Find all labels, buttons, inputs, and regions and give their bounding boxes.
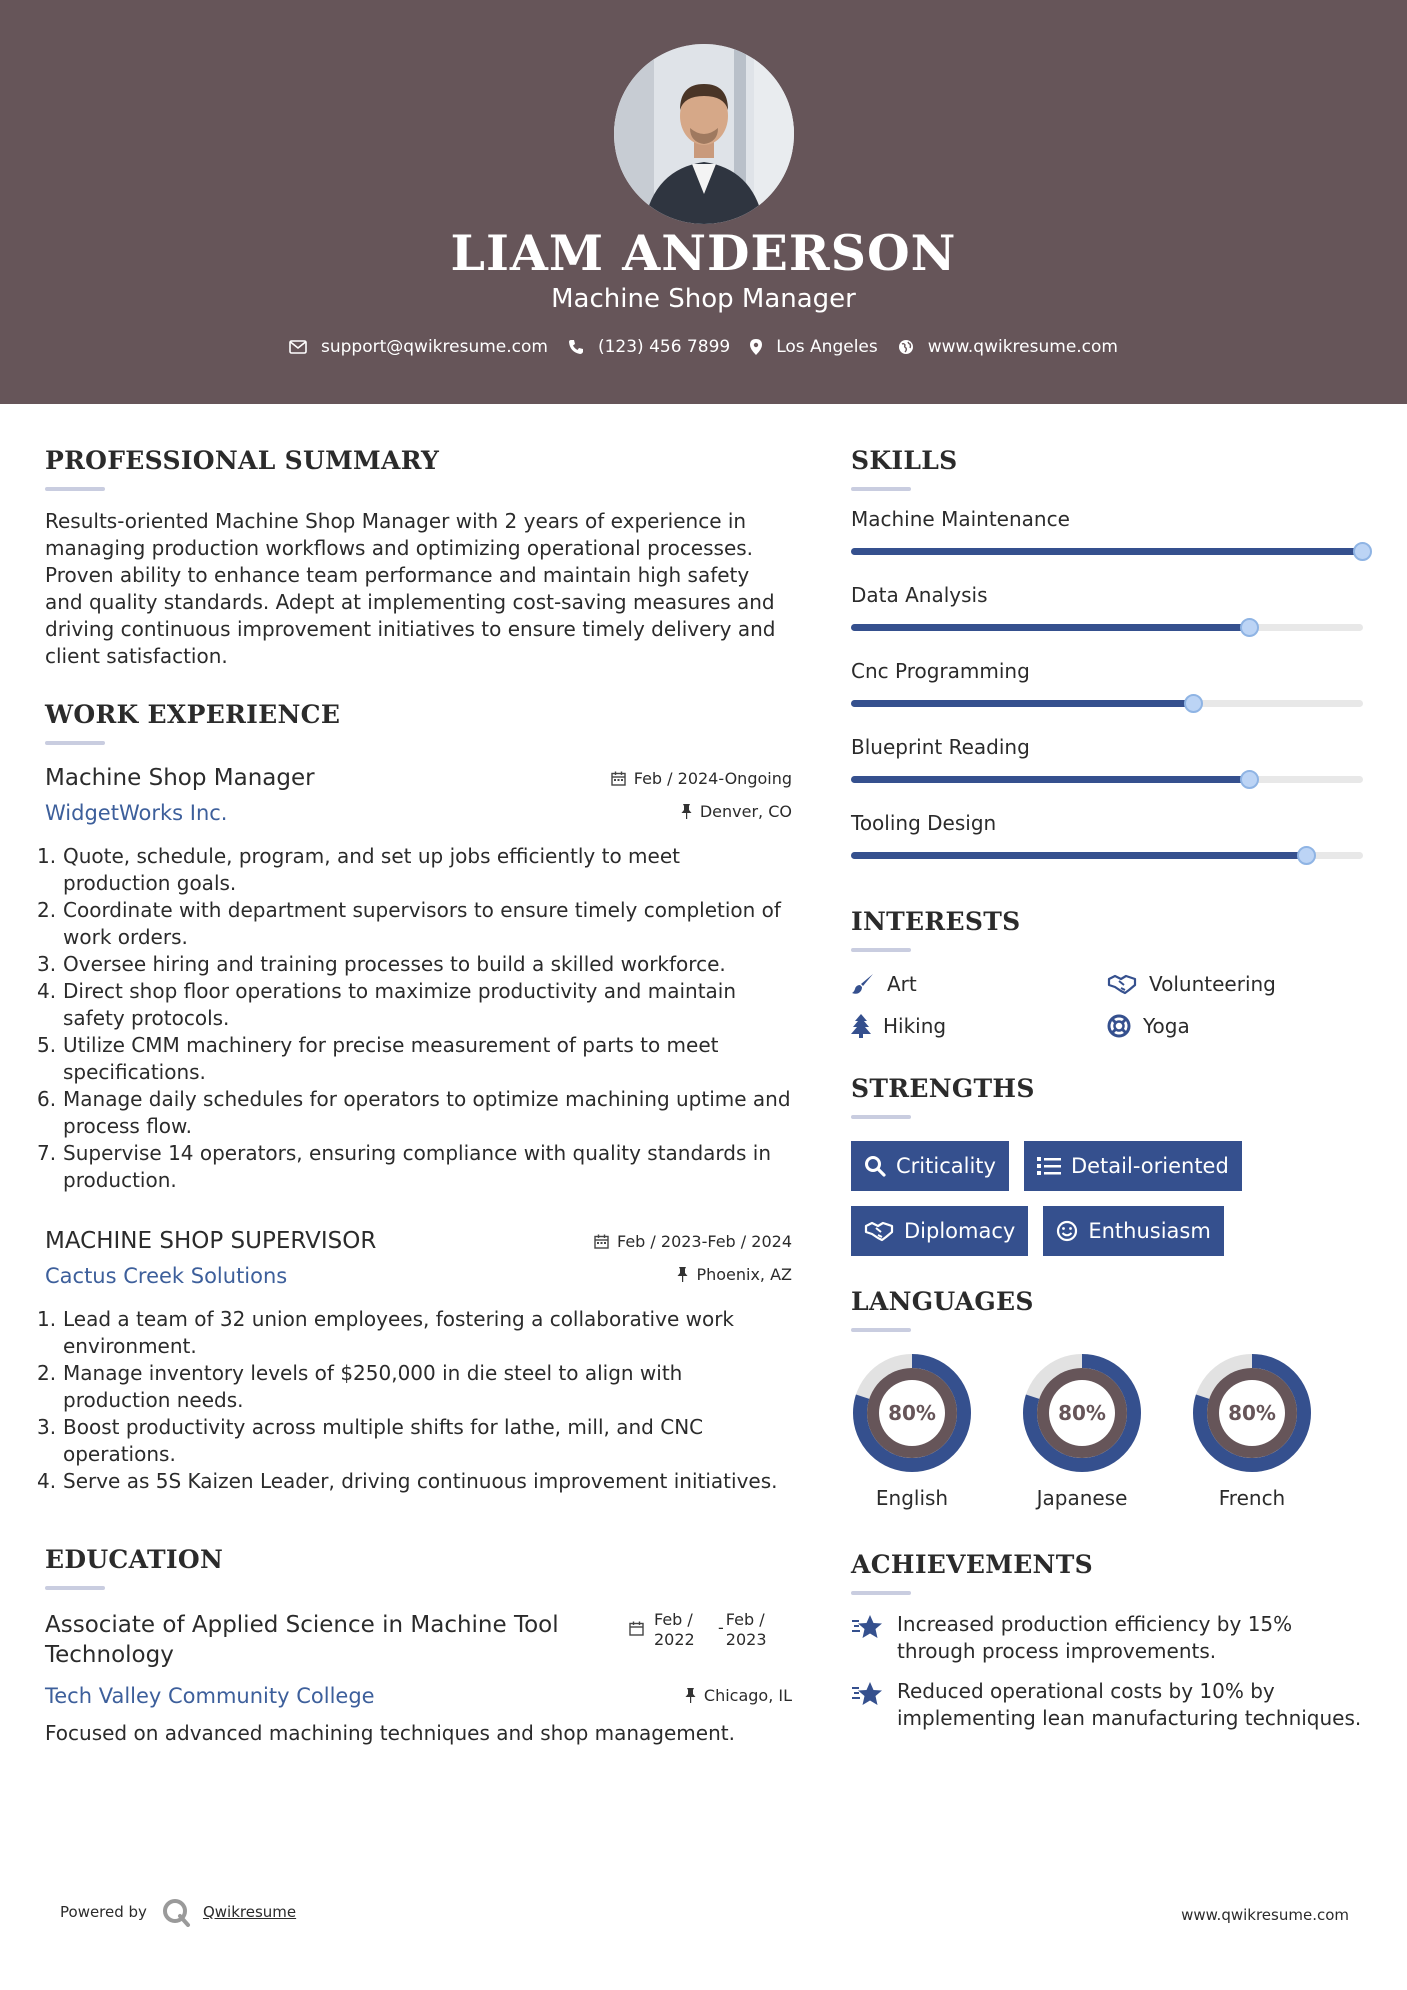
- contact-website-text: www.qwikresume.com: [927, 337, 1118, 357]
- job-company[interactable]: Cactus Creek Solutions: [45, 1264, 288, 1288]
- languages-heading: LANGUAGES: [851, 1287, 1034, 1316]
- summary-section: [45, 446, 792, 670]
- languages-list: [851, 1352, 1363, 1510]
- skill-item: [851, 725, 1363, 801]
- contact-phone-text: (123) 456 7899: [597, 337, 731, 357]
- section-divider: [851, 487, 911, 491]
- skill-name: Cnc Programming: [851, 659, 1030, 683]
- skill-bar-fill: [851, 548, 1363, 555]
- contact-website[interactable]: [898, 337, 1118, 357]
- skill-item: [851, 573, 1363, 649]
- skill-bar-fill: [851, 624, 1250, 631]
- language-ring: [1021, 1352, 1143, 1474]
- lifering-icon: [1107, 1014, 1131, 1038]
- job-header: [45, 765, 792, 843]
- education-entry: [45, 1604, 792, 1726]
- calendar-icon: [611, 771, 626, 786]
- list-item: Supervise 14 operators, ensuring compliance with quality standards in production.: [63, 1141, 772, 1192]
- footer-website[interactable]: www.qwikresume.com: [1181, 1906, 1349, 1924]
- paintbrush-icon: [851, 972, 875, 996]
- skill-bar: [851, 624, 1363, 631]
- pushpin-icon: [677, 1267, 688, 1282]
- education-section: [45, 1545, 792, 1747]
- skill-name: Data Analysis: [851, 583, 988, 607]
- job-duties-list: [45, 843, 792, 1194]
- education-description: Focused on advanced machining techniques and shop management.: [45, 1721, 735, 1745]
- job-location: [681, 802, 792, 821]
- map-pin-icon: [750, 339, 762, 355]
- section-divider: [45, 487, 105, 491]
- list-icon: [1037, 1156, 1061, 1176]
- skills-list: [851, 497, 1363, 877]
- strengths-list: [851, 1141, 1363, 1271]
- strength-label: Enthusiasm: [1088, 1219, 1211, 1243]
- language-ring: [1191, 1352, 1313, 1474]
- strengths-heading: STRENGTHS: [851, 1074, 1035, 1103]
- strength-chip: [1024, 1141, 1242, 1191]
- skill-bar-fill: [851, 776, 1250, 783]
- education-heading: EDUCATION: [45, 1545, 224, 1574]
- achievement-item: [851, 1611, 1363, 1665]
- language-name: Japanese: [1036, 1486, 1128, 1510]
- language-name: French: [1218, 1486, 1286, 1510]
- job-location-text: Phoenix, AZ: [696, 1265, 792, 1284]
- list-item: Oversee hiring and training processes to build a skilled workforce.: [63, 952, 726, 976]
- job-date: [611, 769, 792, 788]
- envelope-icon: [289, 340, 307, 354]
- strength-chip: [851, 1206, 1028, 1256]
- list-item: Direct shop floor operations to maximize productivity and maintain safety protocols.: [63, 979, 737, 1030]
- language-percent: 80%: [888, 1401, 936, 1425]
- handshake-icon: [1107, 973, 1137, 995]
- candidate-name: LIAM ANDERSON: [450, 224, 957, 282]
- contact-phone[interactable]: [568, 337, 730, 357]
- skill-name: Machine Maintenance: [851, 507, 1070, 531]
- section-divider: [851, 1115, 911, 1119]
- skill-item: [851, 801, 1363, 877]
- resume-header: [0, 0, 1407, 404]
- skill-bar: [851, 548, 1363, 555]
- achievement-item: [851, 1678, 1363, 1732]
- interests-heading: INTERESTS: [851, 907, 1021, 936]
- strength-chip: [851, 1141, 1009, 1191]
- achievements-section: [851, 1550, 1363, 1732]
- interest-item: [851, 972, 1107, 996]
- skill-bar-knob: [1297, 846, 1316, 865]
- calendar-icon: [629, 1621, 644, 1636]
- strength-label: Detail-oriented: [1070, 1154, 1229, 1178]
- list-item: Lead a team of 32 union employees, fostering a collaborative work environment.: [63, 1307, 735, 1358]
- powered-by-text: Powered by: [60, 1903, 147, 1921]
- skill-name: Tooling Design: [851, 811, 997, 835]
- job-date: [594, 1232, 792, 1251]
- globe-icon: [898, 339, 914, 355]
- skill-bar-knob: [1240, 770, 1259, 789]
- profile-photo-illustration: [614, 44, 794, 224]
- strength-label: Diplomacy: [904, 1219, 1016, 1243]
- job-duties-list: [45, 1306, 792, 1495]
- education-date-separator: -: [718, 1618, 724, 1637]
- skill-bar: [851, 700, 1363, 707]
- language-ring: [851, 1352, 973, 1474]
- strengths-section: [851, 1074, 1363, 1271]
- education-location: [685, 1686, 792, 1705]
- handshake-icon: [864, 1220, 894, 1242]
- language-percent: 80%: [1058, 1401, 1106, 1425]
- skill-item: [851, 497, 1363, 573]
- list-item: Manage daily schedules for operators to optimize machining uptime and process flow.: [63, 1087, 791, 1138]
- achievements-heading: ACHIEVEMENTS: [851, 1550, 1093, 1579]
- job-company[interactable]: WidgetWorks Inc.: [45, 801, 228, 825]
- interest-label: Volunteering: [1149, 972, 1276, 996]
- job-entry: [45, 1228, 792, 1495]
- job-date-text: Feb / 2024-Ongoing: [633, 769, 792, 788]
- pushpin-icon: [685, 1688, 696, 1703]
- skill-bar-knob: [1184, 694, 1203, 713]
- left-column: [45, 404, 792, 1747]
- contact-email[interactable]: [289, 337, 548, 357]
- skill-bar: [851, 852, 1363, 859]
- section-divider: [851, 1328, 911, 1332]
- interest-item: [1107, 972, 1363, 996]
- experience-heading: WORK EXPERIENCE: [45, 700, 341, 729]
- section-divider: [851, 948, 911, 952]
- smile-icon: [1056, 1220, 1078, 1242]
- summary-heading: PROFESSIONAL SUMMARY: [45, 446, 440, 475]
- education-degree: Associate of Applied Science in Machine Tool Technology: [45, 1612, 559, 1668]
- interest-item: [851, 1014, 1107, 1038]
- right-column: [851, 404, 1363, 1732]
- search-icon: [864, 1155, 886, 1177]
- contact-row: [0, 337, 1407, 357]
- skill-bar-knob: [1240, 618, 1259, 637]
- interest-label: Art: [887, 972, 917, 996]
- calendar-icon: [594, 1234, 609, 1249]
- achievement-text: Increased production efficiency by 15% through process improvements.: [897, 1612, 1293, 1663]
- summary-text: Results-oriented Machine Shop Manager with 2 years of experience in managing production workflows and optimizing operational processes. Proven ability to enhance team performance and maintain high safety and quality standards. Adept at implementing cost-saving measures and driving continuous improvement initiatives to ensure timely delivery and client satisfaction.: [45, 509, 776, 668]
- footer-branding: [60, 1897, 296, 1927]
- strength-chip: [1043, 1206, 1223, 1256]
- job-role: Machine Shop Manager: [45, 765, 315, 791]
- language-item: [1021, 1352, 1143, 1510]
- job-header: [45, 1228, 792, 1306]
- profile-photo: [614, 44, 794, 224]
- skills-heading: SKILLS: [851, 446, 958, 475]
- skill-bar-knob: [1353, 542, 1372, 561]
- brand-link[interactable]: Qwikresume: [202, 1903, 297, 1921]
- interest-label: Yoga: [1143, 1014, 1190, 1038]
- experience-section: [45, 700, 792, 1495]
- language-item: [851, 1352, 973, 1510]
- skill-item: [851, 649, 1363, 725]
- contact-email-text: support@qwikresume.com: [321, 337, 548, 357]
- list-item: Utilize CMM machinery for precise measurement of parts to meet specifications.: [63, 1033, 719, 1084]
- interests-list: [851, 972, 1363, 1038]
- interest-label: Hiking: [883, 1014, 947, 1038]
- education-dates: [629, 1610, 772, 1650]
- interest-item: [1107, 1014, 1363, 1038]
- job-role: MACHINE SHOP SUPERVISOR: [45, 1228, 377, 1254]
- star-icon: [851, 1680, 883, 1708]
- phone-icon: [568, 339, 584, 355]
- section-divider: [45, 1586, 105, 1590]
- education-location-text: Chicago, IL: [703, 1686, 792, 1705]
- language-name: English: [875, 1486, 949, 1510]
- job-entry: [45, 765, 792, 1194]
- candidate-title: Machine Shop Manager: [551, 284, 856, 314]
- list-item: Boost productivity across multiple shifts for lathe, mill, and CNC operations.: [63, 1415, 704, 1466]
- skill-bar-fill: [851, 700, 1194, 707]
- section-divider: [851, 1591, 911, 1595]
- strength-label: Criticality: [896, 1154, 996, 1178]
- pushpin-icon: [681, 804, 692, 819]
- education-school[interactable]: Tech Valley Community College: [45, 1684, 375, 1708]
- list-item: Serve as 5S Kaizen Leader, driving continuous improvement initiatives.: [63, 1469, 778, 1493]
- languages-section: [851, 1287, 1363, 1510]
- skill-name: Blueprint Reading: [851, 735, 1030, 759]
- skill-bar: [851, 776, 1363, 783]
- list-item: Quote, schedule, program, and set up jobs efficiently to meet production goals.: [63, 844, 680, 895]
- tree-icon: [851, 1014, 871, 1038]
- contact-location: [750, 337, 878, 357]
- job-date-text: Feb / 2023-Feb / 2024: [617, 1232, 792, 1251]
- star-icon: [851, 1613, 883, 1641]
- language-item: [1191, 1352, 1313, 1510]
- section-divider: [45, 741, 105, 745]
- skill-bar-fill: [851, 852, 1307, 859]
- job-location: [677, 1265, 792, 1284]
- achievement-text: Reduced operational costs by 10% by implementing lean manufacturing techniques.: [897, 1679, 1362, 1730]
- qwikresume-logo-icon: [161, 1897, 191, 1927]
- skills-section: [851, 446, 1363, 877]
- job-location-text: Denver, CO: [699, 802, 792, 821]
- contact-location-text: Los Angeles: [776, 337, 878, 357]
- education-date-end: Feb / 2023: [725, 1610, 767, 1649]
- education-date-start: Feb / 2022: [654, 1610, 695, 1649]
- list-item: Manage inventory levels of $250,000 in die steel to align with production needs.: [63, 1361, 683, 1412]
- list-item: Coordinate with department supervisors to ensure timely completion of work orders.: [63, 898, 781, 949]
- interests-section: [851, 907, 1363, 1038]
- language-percent: 80%: [1228, 1401, 1276, 1425]
